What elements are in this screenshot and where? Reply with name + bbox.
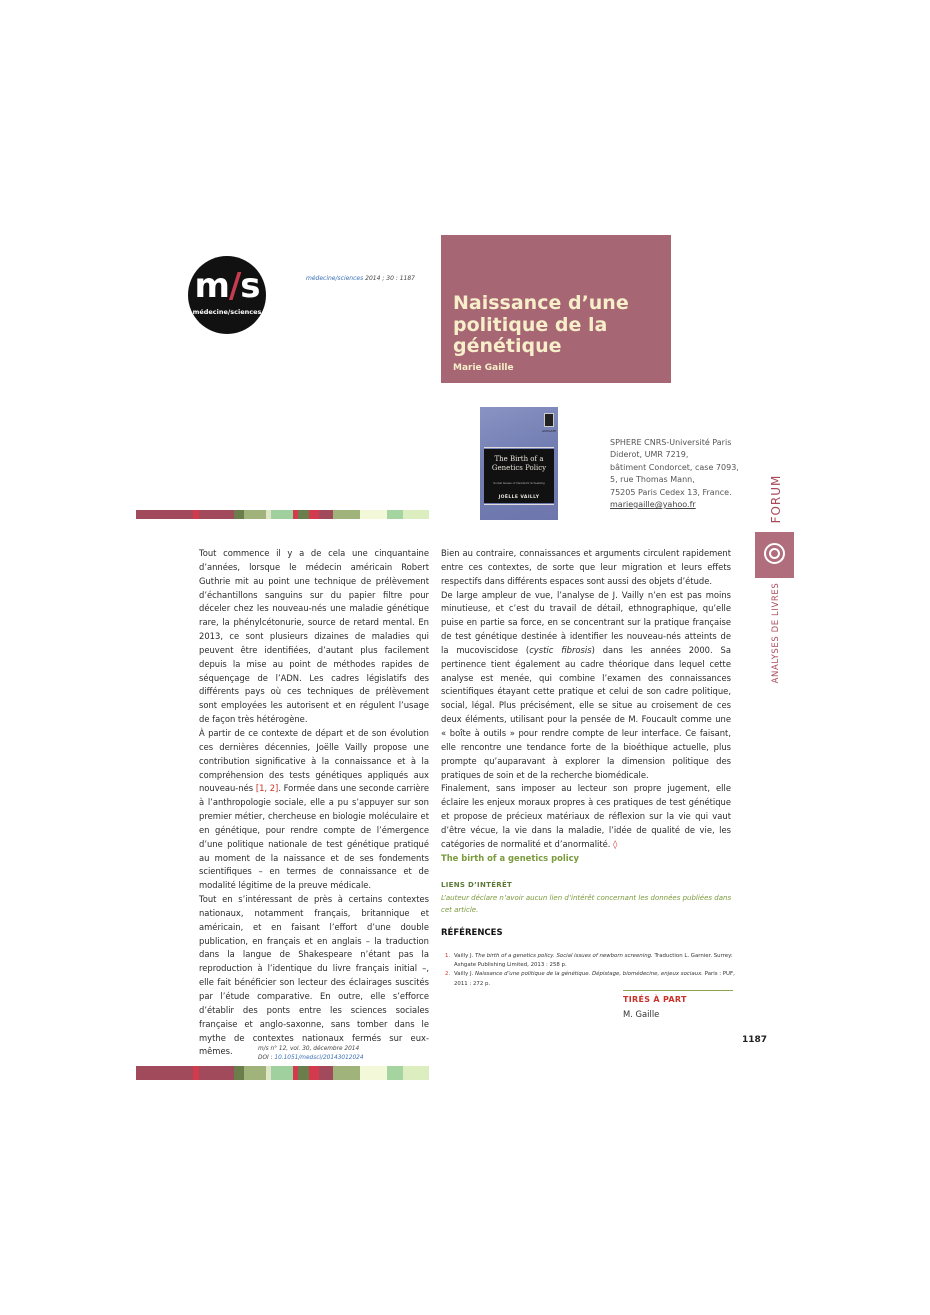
- article-author: Marie Gaille: [453, 363, 514, 373]
- journal-logo: [188, 256, 266, 334]
- color-bar-bottom: [136, 1066, 429, 1080]
- citation-link[interactable]: [1, 2]: [255, 783, 279, 794]
- journal-name: médecine/sciences: [306, 275, 364, 282]
- forum-text: FORUM: [769, 474, 783, 524]
- references-list: [445, 952, 735, 989]
- affiliation-line: Diderot, UMR 7219,: [610, 450, 689, 460]
- color-bar-top: [136, 510, 429, 519]
- cover-rule: [484, 504, 554, 505]
- doi-link[interactable]: 10.1051/medsci/20143012024: [274, 1055, 364, 1061]
- logo-mark: m/s: [194, 266, 260, 306]
- body-paragraph: [441, 782, 731, 851]
- reprints-name: M. Gaille: [623, 1009, 660, 1019]
- affiliation-line: 5, rue Thomas Mann,: [610, 475, 695, 485]
- publisher-logo: [544, 413, 554, 427]
- paragraph-text: Finalement, sans imposer au lecteur son propre jugement, elle éclaire les enjeux moraux propres à ces pratiques de test génétique et propose de précieux matériaux de réflexion sur la vie qui vaut d’être vécue, la vie dans la maladie, l’idée de qualité de vie, les catégories de normalité et d’anormalité.: [441, 783, 731, 849]
- doi-line: DOI : 10.1051/medsci/20143012024: [258, 1055, 364, 1061]
- end-mark-icon: ◊: [613, 838, 618, 849]
- body-column-right: [441, 547, 731, 865]
- issue-line: m/s n° 12, vol. 30, décembre 2014: [258, 1046, 360, 1052]
- journal-volume: 2014 ; 30 : 1187: [363, 275, 415, 282]
- affiliation-line: bâtiment Condorcet, case 7093,: [610, 462, 739, 472]
- author-affiliation: [610, 437, 739, 511]
- affiliation-line: SPHERE CNRS-Université Paris: [610, 438, 732, 447]
- logo-subtitle: médecine/sciences: [192, 308, 262, 316]
- cover-author: JOËLLE VAILLY: [498, 495, 540, 500]
- page-number: 1187: [742, 1035, 768, 1045]
- coi-text: L’auteur déclare n’avoir aucun lien d’intérêt concernant les données publiées dans cet article.: [441, 894, 732, 914]
- body-paragraph: [441, 589, 731, 783]
- body-paragraph: [199, 727, 429, 893]
- article-title: Naissance d’une politique de la génétique: [453, 292, 629, 357]
- body-column-left: [199, 547, 429, 1059]
- reference-item: [445, 970, 735, 988]
- book-title-note: The birth of a genetics policy: [441, 852, 579, 863]
- cover-band: [484, 449, 554, 503]
- reprints-divider: [623, 990, 733, 991]
- cover-title: The Birth of a Genetics Policy: [491, 455, 547, 472]
- author-email-link[interactable]: mariegaille@yahoo.fr: [610, 500, 696, 510]
- paragraph-text: De large ampleur de vue, l’analyse de J. Vailly n’en est pas moins minutieuse, et c’est du travail de détail, ethnographique, qu’elle puise en partie sa force, en se concentrant sur la pratique française de test génétique destinée à identifier les nouveau-nés atteints de la mucoviscidose (: [441, 589, 731, 655]
- forum-icon-inner-ring: [769, 548, 780, 559]
- italic-term: cystic fibrosis: [529, 644, 592, 655]
- title-box: [441, 235, 671, 383]
- references-heading: RÉFÉRENCES: [441, 928, 503, 938]
- body-paragraph: Tout en s’intéressant de près à certains contextes nationaux, notamment français, britannique et américain, et en faisant l’effort d’une double publication, en français et en anglais – la traduction dans la langue de Shakespeare n’étant pas la reproduction à l’identique du livre français initial –, elle fait bénéficier son lecteur des éclairages suscités par l’étude comparative. En outre, elle s’efforce d’établir des ponts entre les sciences sociales française et anglo-saxonne, sans tomber dans le mythe de contextes nationaux fermés sur eux-mêmes.: [199, 894, 429, 1057]
- body-paragraph: Bien au contraire, connaissances et arguments circulent rapidement entre ces contextes, de sorte que leur migration et leurs effets respectifs dans différents espaces sont aussi des objets d’étude.: [441, 548, 731, 586]
- cover-publisher: ASHGATE: [542, 429, 557, 433]
- forum-icon: [755, 532, 794, 578]
- reference-text: Vailly J. The birth of a genetics policy. Social issues of newborn screening. Traduction L. Garnier. Surrey: Ashgate Publishing Limited, 2013 : 258 p.: [454, 953, 733, 969]
- affiliation-line: 75205 Paris Cedex 13, France.: [610, 487, 732, 497]
- paragraph-text: . Formée dans une seconde carrière à l’anthropologie sociale, elle a pu s’appuyer sur son premier métier, chercheuse en biologie moléculaire et en génétique, pour rendre compte de l’émergence d’une politique nationale de test génétique pratiqué au moment de la naissance et de ses fondements scientifiques – en termes de connaissance et de modalité légitime de la preuve médicale.: [199, 783, 429, 891]
- reference-number: 1.: [445, 953, 451, 959]
- paragraph-text: ) dans les années 2000. Sa pertinence tient également au cadre théorique dans lequel cette analyse est menée, qui combine l’examen des connaissances scientifiques étayant cette pratique et celui de son cadre politique, social, légal. Plus précisément, elle se situe au croisement de ces deux éléments, utilisant pour la pensée de M. Foucault comme une « boîte à outils » pour rendre compte de leur interface. Ce faisant, elle rencontre une tendance forte de la bioéthique actuelle, plus prompte qu’auparavant à explorer la dimension politique des pratiques de soin et de la recherche biomédicale.: [441, 644, 731, 780]
- cover-subtitle: Social Issues of Newborn Screening: [493, 481, 545, 485]
- reprints-heading: TIRÉS À PART: [623, 995, 687, 1004]
- coi-heading: LIENS D’INTÉRÊT: [441, 881, 513, 889]
- reference-text: Vailly J. Naissance d’une politique de la génétique. Dépistage, biomédecine, enjeux sociaux. Paris : PUF, 2011 : 272 p.: [454, 971, 735, 987]
- journal-reference-bottom: [258, 1045, 364, 1063]
- paragraph-text: À partir de ce contexte de départ et de son évolution ces dernières décennies, Joëlle Vailly propose une contribution significative à la connaissance et à la compréhension des tests génétiques appliqués aux nouveau-nés: [199, 727, 429, 794]
- book-cover: [480, 407, 558, 520]
- reference-item: [445, 952, 735, 970]
- cover-rule: [484, 447, 554, 448]
- body-paragraph: Tout commence il y a de cela une cinquantaine d’années, lorsque le médecin américain Robert Guthrie mit au point une technique de prélèvement d’échantillons sanguins sur du papier filtre pour déceler chez les nouveau-nés une maladie génétique rare, la phénylcétonurie, source de retard mental. En 2013, ce sont plusieurs dizaines de maladies qui peuvent être identifiées, d’autant plus facilement depuis la mise au point de méthodes rapides de séquençage de l’ADN. Les cadres législatifs des différents pays où ces techniques de prélèvement sont employées les autorisent et en régulent l’usage de façon très hétérogène.: [199, 548, 429, 725]
- section-text: ANALYSES DE LIVRES: [771, 582, 781, 684]
- forum-label: [761, 474, 791, 524]
- reference-number: 2.: [445, 971, 451, 978]
- section-label: [761, 584, 791, 682]
- journal-reference-top: [306, 275, 415, 282]
